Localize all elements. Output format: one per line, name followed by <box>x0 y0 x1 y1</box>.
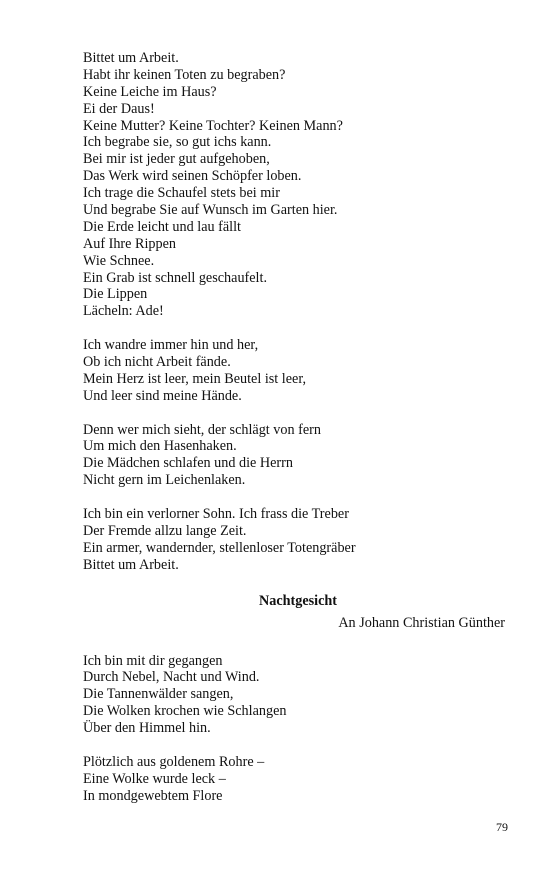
poem-line: Lächeln: Ade! <box>83 303 164 320</box>
poem-line: Und leer sind meine Hände. <box>83 387 242 404</box>
poem-line: Eine Wolke wurde leck – <box>83 770 226 787</box>
poem-line: Ich bin ein verlorner Sohn. Ich frass die Treber <box>83 506 349 523</box>
stanza <box>83 653 513 737</box>
poem-dedication: An Johann Christian Günther <box>338 614 505 631</box>
stanza <box>83 422 513 490</box>
poem-line: Die Erde leicht und lau fällt <box>83 218 241 235</box>
poem-line: Keine Leiche im Haus? <box>83 83 217 100</box>
poem-line: Ich bin mit dir gegangen <box>83 652 223 669</box>
poem-line: Bei mir ist jeder gut aufgehoben, <box>83 151 270 168</box>
first-poem <box>83 50 513 574</box>
poem-title: Nachtgesicht <box>258 592 338 609</box>
poem-line: Durch Nebel, Nacht und Wind. <box>83 669 260 686</box>
poem-line: Keine Mutter? Keine Tochter? Keinen Mann? <box>83 117 343 134</box>
poem-line: Die Wolken krochen wie Schlangen <box>83 703 287 720</box>
poem-line: Denn wer mich sieht, der schlägt von fern <box>83 421 321 438</box>
poem-line: Ich wandre immer hin und her, <box>83 337 259 354</box>
poem-line: Die Mädchen schlafen und die Herrn <box>83 455 293 472</box>
poem-line: In mondgewebtem Flore <box>83 787 223 804</box>
poem-line: Ein armer, wandernder, stellenloser Totengräber <box>83 539 356 556</box>
second-poem <box>83 591 513 805</box>
poem-line: Auf Ihre Rippen <box>83 235 176 252</box>
poem-line: Bittet um Arbeit. <box>83 556 179 573</box>
poem-line: Mein Herz ist leer, mein Beutel ist leer, <box>83 370 307 387</box>
poem-line: Die Lippen <box>83 286 148 303</box>
poem-line: Die Tannenwälder sangen, <box>83 686 234 703</box>
poem-line: Ich begrabe sie, so gut ichs kann. <box>83 134 272 151</box>
stanza <box>83 506 513 574</box>
poem-line: Über den Himmel hin. <box>83 720 211 737</box>
poem-line: Plötzlich aus goldenem Rohre – <box>83 753 265 770</box>
stanza <box>83 754 513 805</box>
poem-line: Der Fremde allzu lange Zeit. <box>83 522 247 539</box>
page-number: 79 <box>496 820 508 834</box>
poem-line: Ob ich nicht Arbeit fände. <box>83 354 231 371</box>
stanza <box>83 50 513 320</box>
stanza <box>83 337 513 405</box>
poem-line: Ei der Daus! <box>83 100 155 117</box>
poem-line: Bittet um Arbeit. <box>83 50 179 66</box>
poem-line: Habt ihr keinen Toten zu begraben? <box>83 66 286 83</box>
poem-line: Ich trage die Schaufel stets bei mir <box>83 185 280 202</box>
poem-line: Und begrabe Sie auf Wunsch im Garten hier. <box>83 202 338 219</box>
poem-line: Nicht gern im Leichenlaken. <box>83 472 246 489</box>
poem-line: Wie Schnee. <box>83 252 155 269</box>
poem-line: Ein Grab ist schnell geschaufelt. <box>83 269 267 286</box>
poem-line: Das Werk wird seinen Schöpfer loben. <box>83 168 302 185</box>
poem-line: Um mich den Hasenhaken. <box>83 438 237 455</box>
text-column <box>83 50 513 821</box>
